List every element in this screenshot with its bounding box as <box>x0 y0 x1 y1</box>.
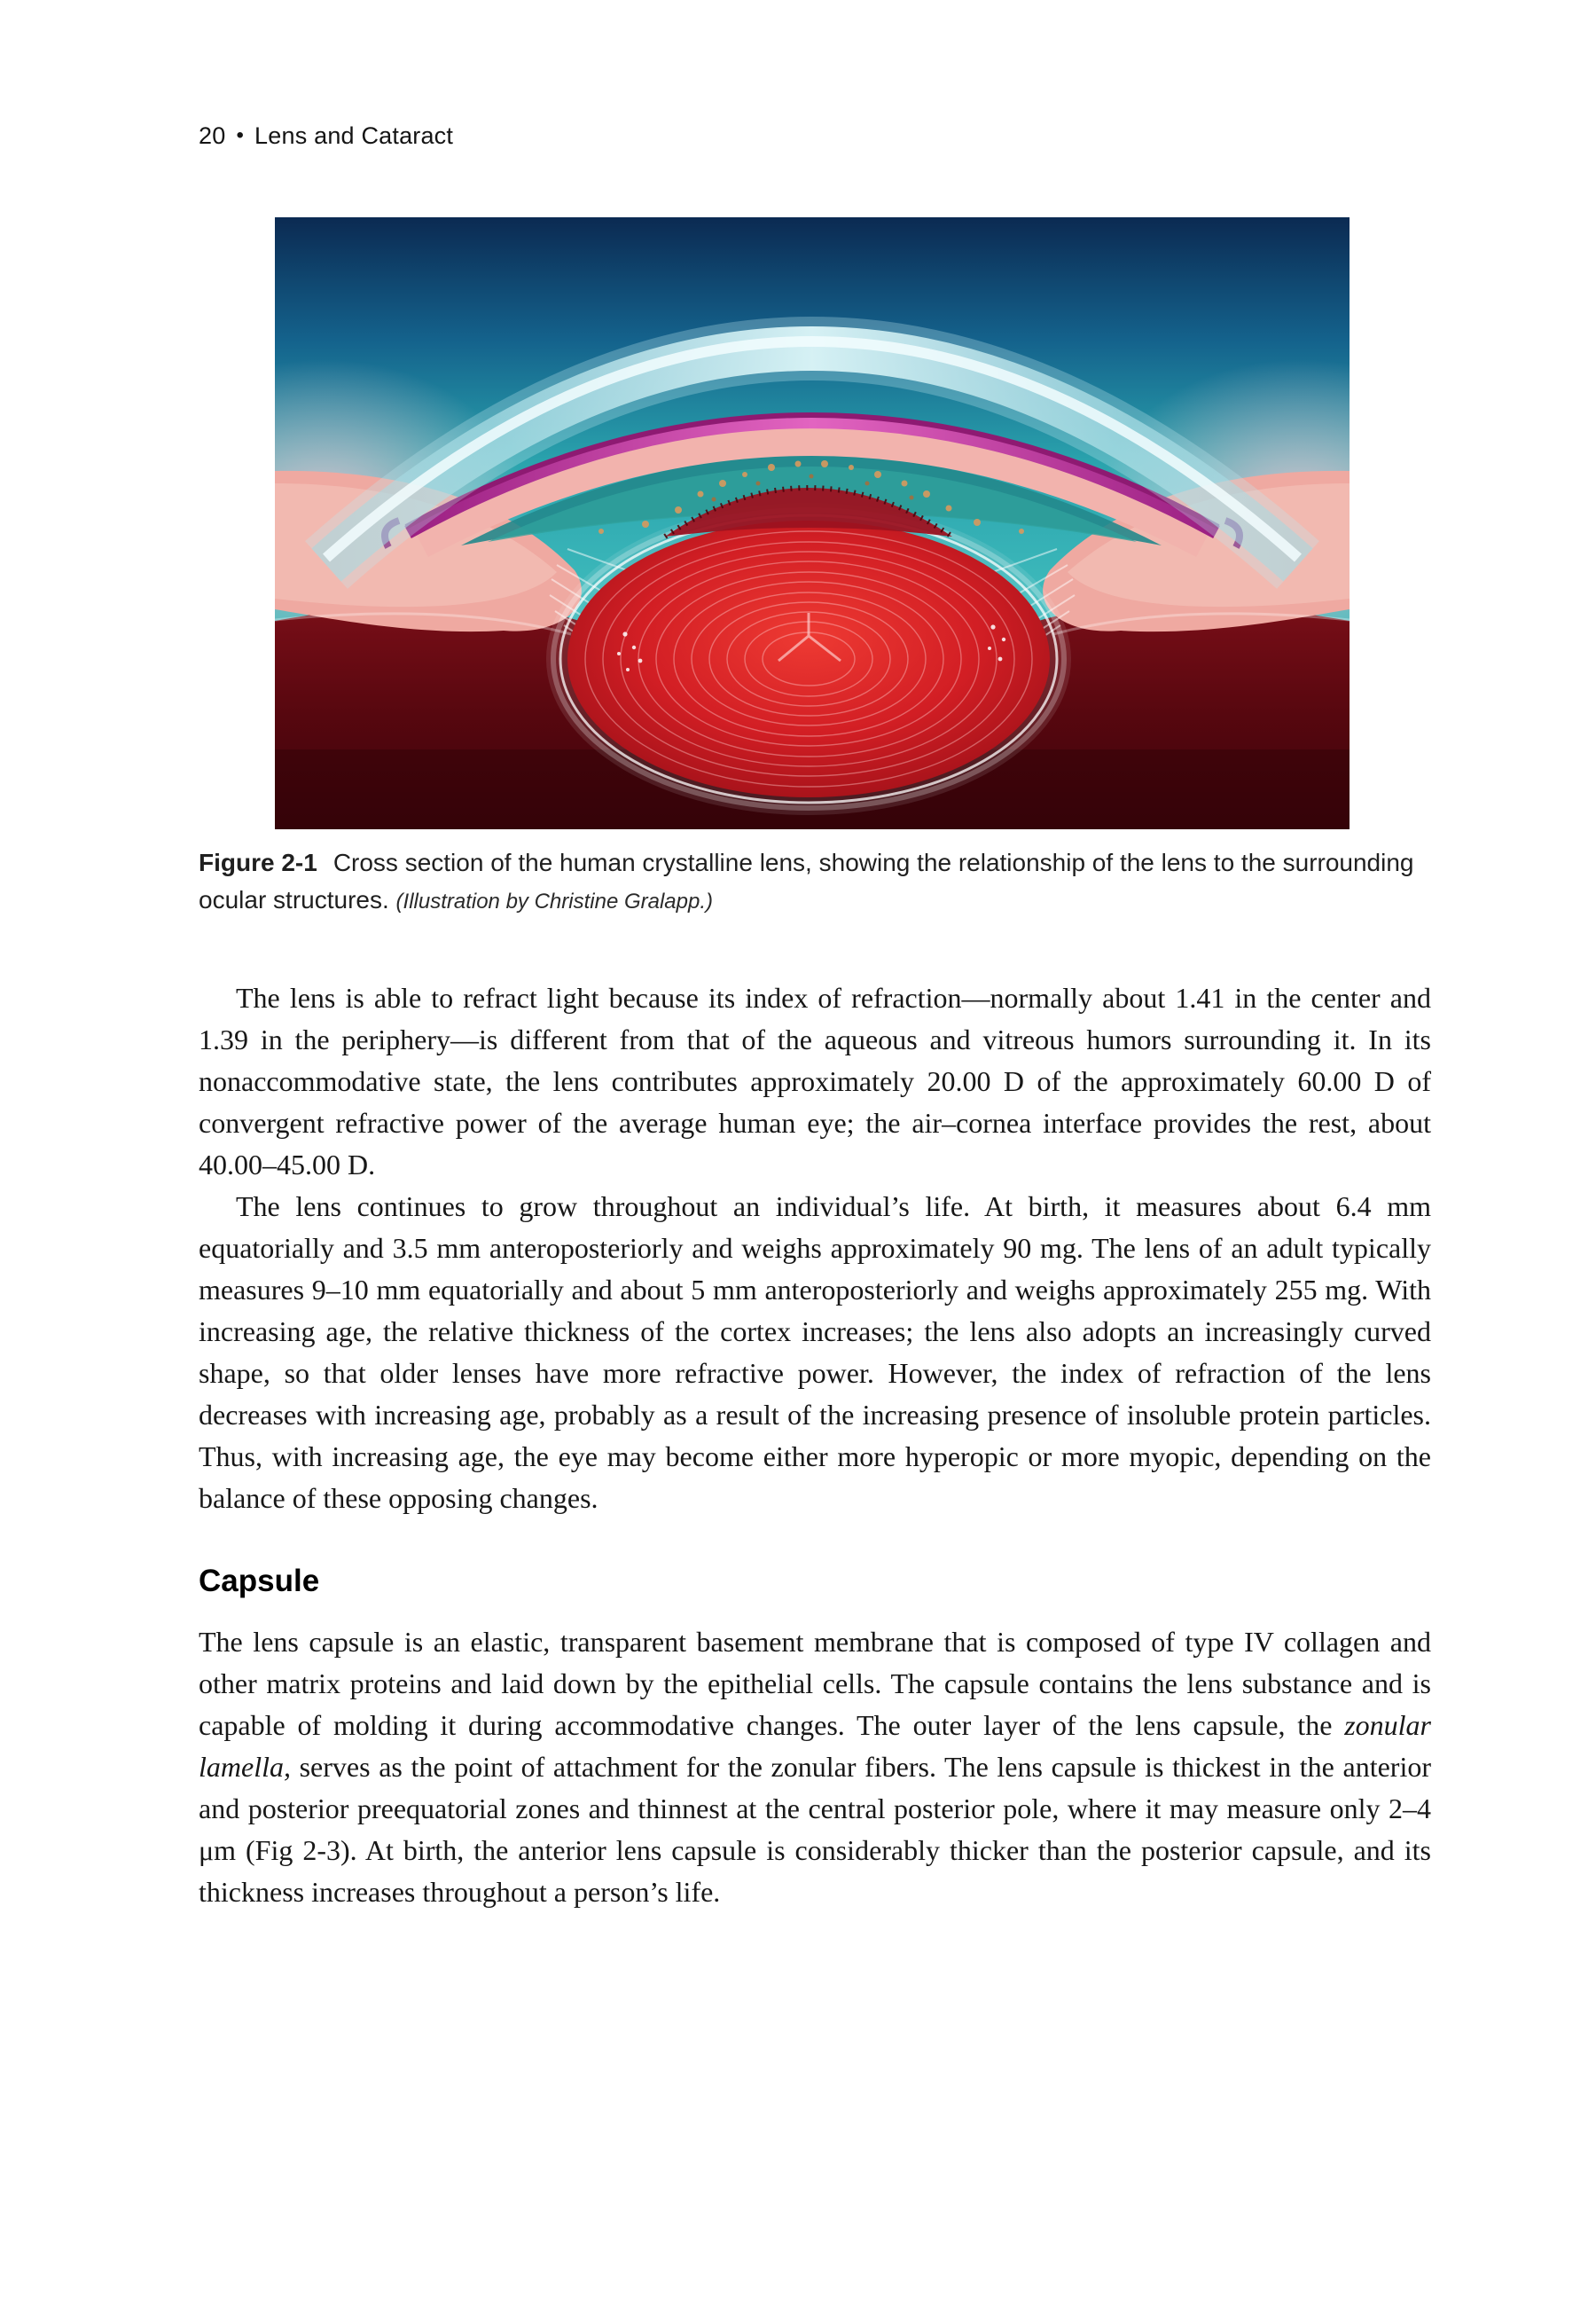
section-heading-capsule: Capsule <box>199 1564 320 1598</box>
page-number: 20 <box>199 122 226 149</box>
figure-illustration <box>275 217 1350 829</box>
figure-label: Figure 2-1 <box>199 849 317 876</box>
capsule-text-italic: zonular lamella, <box>199 1709 1431 1783</box>
running-head <box>199 122 453 150</box>
figure-credit: (Illustration by Christine Gralapp.) <box>395 890 713 914</box>
figure-2-1 <box>275 217 1350 829</box>
paragraph-refraction: The lens is able to refract light because its index of refraction—normally about 1.41 in the center and 1.39 in the periphery—is different from that of the aqueous and vitreous humors surrounding it. In its nonaccommodative state, the lens contributes approximately 20.00 D of the approximately 60.00 D of convergent refractive power of the average human eye; the air–cornea interface provides the rest, about 40.00–45.00 D. <box>199 982 1431 1180</box>
book-title: Lens and Cataract <box>254 122 454 149</box>
bullet-separator: • <box>236 123 245 147</box>
paragraph-capsule <box>199 1621 1431 1913</box>
body-text <box>199 977 1431 1913</box>
capsule-text-after: serves as the point of attachment for the zonular fibers. The lens capsule is thickest in the anterior and posterior preequatorial zones and thinnest at the central posterior pole, where it may measure only 2–4 μm (Fig 2-3). At birth, the anterior lens capsule is considerably thicker than the posterior capsule, and its thickness increases throughout a person’s life. <box>199 1751 1431 1908</box>
capsule-text-before: The lens capsule is an elastic, transparent basement membrane that is composed of type IV collagen and other matrix proteins and laid down by the epithelial cells. The capsule contains the lens substance and is capable of molding it during accommodative changes. The outer layer of the lens capsule, the <box>199 1626 1431 1741</box>
figure-caption-text: Cross section of the human crystalline lens, showing the relationship of the lens to the surrounding ocular structures. <box>199 849 1414 914</box>
figure-caption <box>199 844 1433 921</box>
paragraph-growth: The lens continues to grow throughout an individual’s life. At birth, it measures about 6.4 mm equatorially and 3.5 mm anteroposteriorly and weighs approximately 90 mg. The lens of an adult typically measures 9–10 mm equatorially and about 5 mm anteroposteriorly and weighs approximately 255 mg. With increasing age, the relative thickness of the cortex increases; the lens also adopts an increasingly curved shape, so that older lenses have more refractive power. However, the index of refraction of the lens decreases with increasing age, probably as a result of the increasing presence of insoluble protein particles. Thus, with increasing age, the eye may become either more hyperopic or more myopic, depending on the balance of these opposing changes. <box>199 1190 1431 1514</box>
